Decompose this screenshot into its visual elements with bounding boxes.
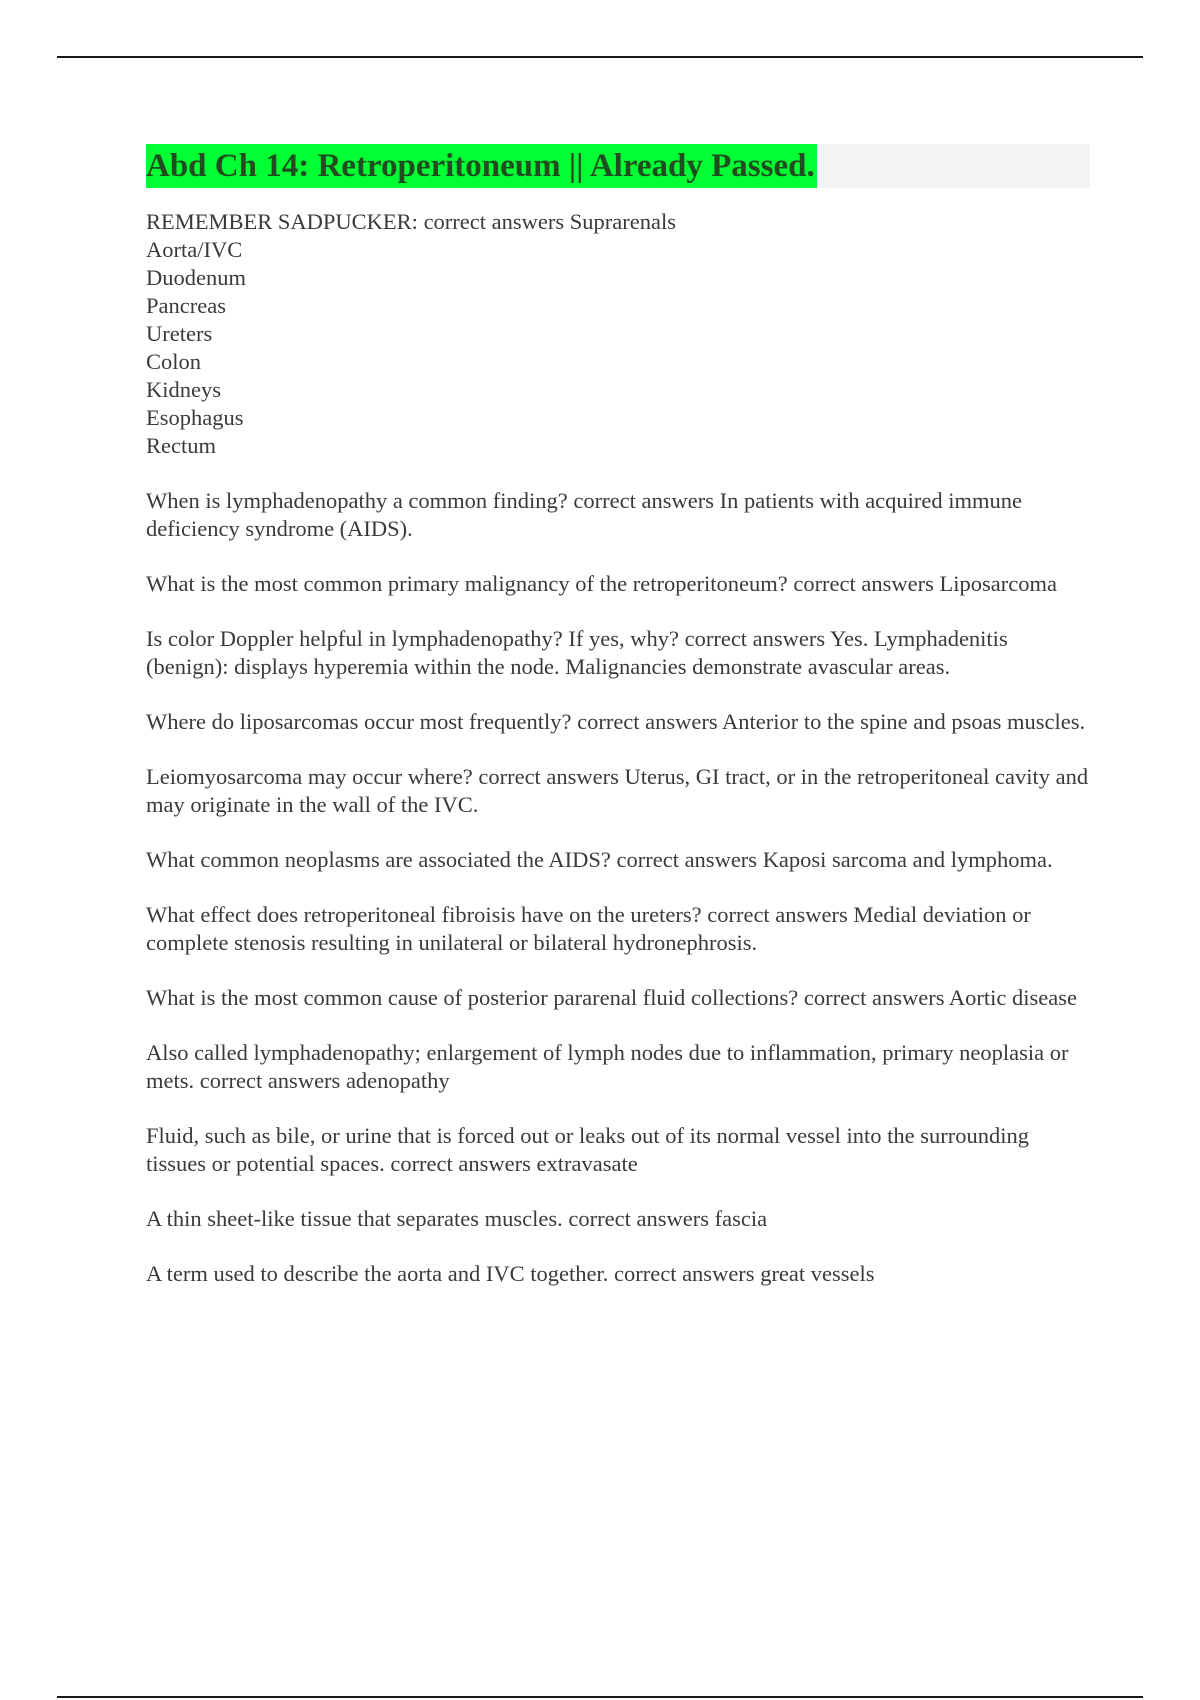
- qa-answer: Liposarcoma: [939, 571, 1057, 596]
- qa-answer: great vessels: [760, 1261, 875, 1286]
- qa-item: [146, 901, 1090, 957]
- title-bar: [146, 144, 1090, 188]
- sadpucker-first-line: [146, 208, 1090, 236]
- qa-item: [146, 1122, 1090, 1178]
- sadpucker-item: Aorta/IVC: [146, 237, 243, 262]
- sadpucker-item: Duodenum: [146, 265, 246, 290]
- qa-answer-label: correct answers: [616, 847, 758, 872]
- sadpucker-item: Suprarenals: [569, 209, 676, 234]
- qa-item: [146, 625, 1090, 681]
- qa-answer: extravasate: [536, 1151, 638, 1176]
- qa-answer: Medial deviation or complete stenosis resulting in unilateral or bilateral hydronephrosis.: [146, 902, 1031, 955]
- qa-item: [146, 1205, 1090, 1233]
- qa-answer: Uterus, GI tract, or in the retroperitoneal cavity and may originate in the wall of the IVC.: [146, 764, 1089, 817]
- sadpucker-item: Kidneys: [146, 377, 221, 402]
- bottom-rule: [57, 1696, 1143, 1698]
- qa-question: What is the most common cause of posterior pararenal fluid collections?: [146, 985, 799, 1010]
- qa-item: [146, 570, 1090, 598]
- sadpucker-block: [146, 208, 1090, 460]
- qa-answer: Aortic disease: [948, 985, 1077, 1010]
- qa-answer-label: correct answers: [577, 709, 718, 734]
- qa-answer-label: correct answers: [573, 488, 714, 513]
- qa-question: A thin sheet-like tissue that separates muscles.: [146, 1206, 563, 1231]
- qa-question: Fluid, such as bile, or urine that is forced out or leaks out of its normal vessel into the surrounding tissues or potential spaces.: [146, 1123, 1029, 1176]
- sadpucker-item: Rectum: [146, 433, 216, 458]
- qa-item: [146, 846, 1090, 874]
- qa-question: Where do liposarcomas occur most frequently?: [146, 709, 572, 734]
- qa-answer: fascia: [714, 1206, 768, 1231]
- qa-answer-label: correct answers: [568, 1206, 709, 1231]
- qa-answer-label: correct answers: [684, 626, 826, 651]
- qa-item: [146, 1260, 1090, 1288]
- qa-item: [146, 708, 1090, 736]
- sadpucker-item: Esophagus: [146, 405, 244, 430]
- sadpucker-question: REMEMBER SADPUCKER:: [146, 209, 418, 234]
- qa-answer-label: correct answers: [614, 1261, 755, 1286]
- document-title: Abd Ch 14: Retroperitoneum || Already Passed.: [146, 144, 817, 188]
- qa-answer: In patients with acquired immune deficiency syndrome (AIDS).: [146, 488, 1023, 541]
- qa-answer: adenopathy: [345, 1068, 450, 1093]
- qa-question: A term used to describe the aorta and IVC together.: [146, 1261, 609, 1286]
- document-body: [146, 208, 1090, 1288]
- sadpucker-item: Pancreas: [146, 293, 226, 318]
- qa-question: Is color Doppler helpful in lymphadenopathy? If yes, why?: [146, 626, 679, 651]
- qa-answer: Kaposi sarcoma and lymphoma.: [762, 847, 1053, 872]
- qa-question: What is the most common primary malignancy of the retroperitoneum?: [146, 571, 788, 596]
- qa-question: Leiomyosarcoma may occur where?: [146, 764, 473, 789]
- document-content: [146, 144, 1090, 1288]
- qa-question: Also called lymphadenopathy; enlargement of lymph nodes due to inflammation, primary neoplasia or mets.: [146, 1040, 1069, 1093]
- qa-question: When is lymphadenopathy a common finding?: [146, 488, 568, 513]
- qa-question: What common neoplasms are associated the AIDS?: [146, 847, 611, 872]
- qa-item: [146, 487, 1090, 543]
- qa-item: [146, 763, 1090, 819]
- qa-answer: Yes. Lymphadenitis (benign): displays hyperemia within the node. Malignancies demonstrate avascular areas.: [146, 626, 1008, 679]
- sadpucker-item: Ureters: [146, 321, 213, 346]
- qa-item: [146, 1039, 1090, 1095]
- qa-answer-label: correct answers: [199, 1068, 341, 1093]
- qa-answer-label: correct answers: [793, 571, 934, 596]
- qa-answer-label: correct answers: [390, 1151, 531, 1176]
- qa-answer-label: correct answers: [478, 764, 619, 789]
- qa-item: [146, 984, 1090, 1012]
- qa-answer-label: correct answers: [803, 985, 945, 1010]
- top-rule: [57, 56, 1143, 58]
- qa-question: What effect does retroperitoneal fibroisis have on the ureters?: [146, 902, 702, 927]
- sadpucker-answer-label: correct answers: [423, 209, 565, 234]
- qa-answer-label: correct answers: [707, 902, 848, 927]
- sadpucker-item: Colon: [146, 349, 202, 374]
- qa-answer: Anterior to the spine and psoas muscles.: [722, 709, 1086, 734]
